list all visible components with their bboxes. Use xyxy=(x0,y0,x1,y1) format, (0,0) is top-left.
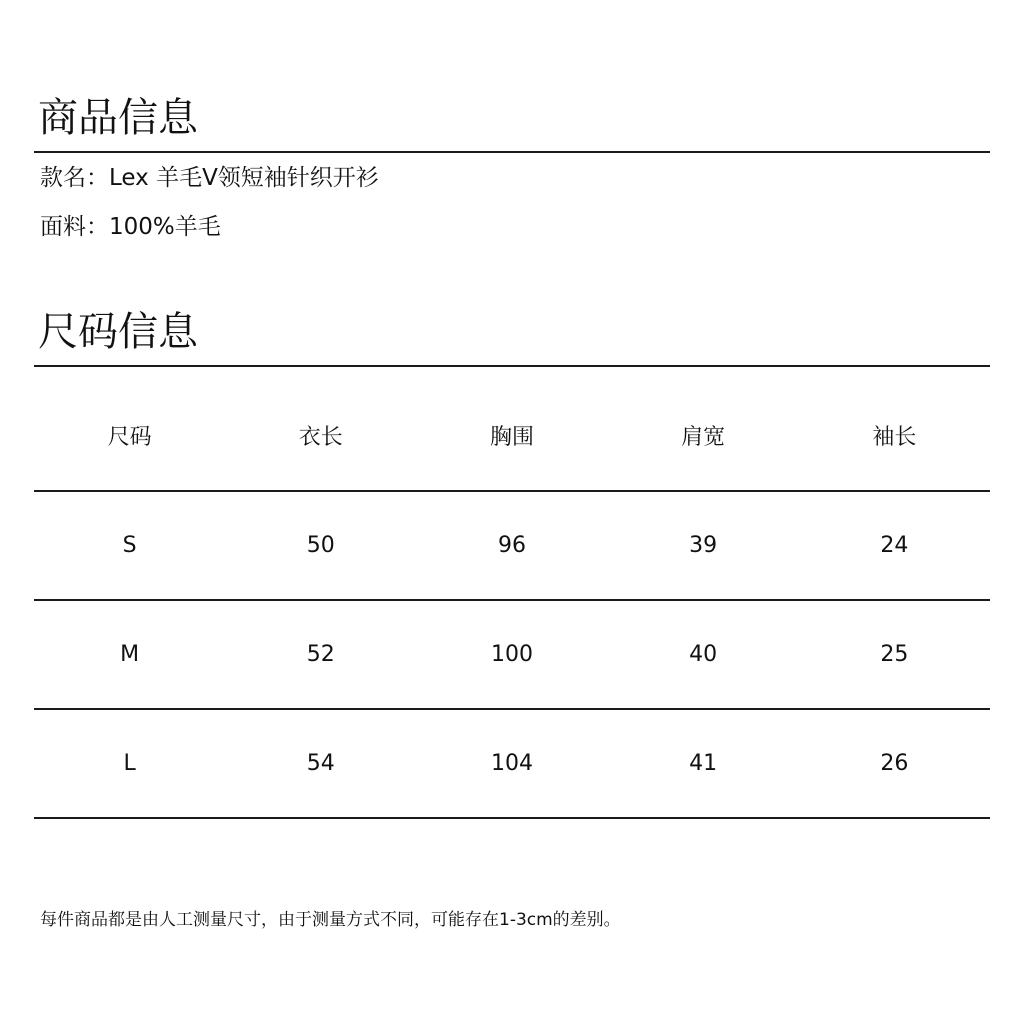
cell-chest: 104 xyxy=(490,751,533,776)
cell-chest: 100 xyxy=(490,642,533,667)
table-row xyxy=(34,710,990,819)
cell-size: S xyxy=(122,533,137,558)
table-header-row xyxy=(34,367,990,492)
header-sleeve: 袖长 xyxy=(872,425,917,450)
header-chest: 胸围 xyxy=(489,425,534,450)
cell-length: 54 xyxy=(306,751,335,776)
fabric-line: 面料：100%羊毛 xyxy=(40,214,221,240)
measurement-footnote: 每件商品都是由人工测量尺寸，由于测量方式不同，可能存在1-3cm的差别。 xyxy=(40,910,621,930)
table-row xyxy=(34,492,990,601)
size-info-title: 尺码信息 xyxy=(38,309,198,355)
cell-sleeve: 25 xyxy=(880,642,909,667)
header-length: 衣长 xyxy=(298,425,343,450)
cell-length: 50 xyxy=(306,533,335,558)
cell-shoulder: 39 xyxy=(689,533,718,558)
style-name-line: 款名：Lex 羊毛V领短袖针织开衫 xyxy=(40,165,379,191)
cell-shoulder: 40 xyxy=(689,642,718,667)
cell-size: L xyxy=(123,751,136,776)
cell-shoulder: 41 xyxy=(689,751,718,776)
cell-sleeve: 24 xyxy=(880,533,909,558)
table-row xyxy=(34,601,990,710)
size-table xyxy=(34,367,990,819)
product-info-title: 商品信息 xyxy=(38,95,198,141)
cell-chest: 96 xyxy=(497,533,526,558)
header-size: 尺码 xyxy=(107,425,152,450)
cell-size: M xyxy=(120,642,140,667)
product-info-divider xyxy=(34,151,990,153)
header-shoulder: 肩宽 xyxy=(681,425,726,450)
cell-length: 52 xyxy=(306,642,335,667)
cell-sleeve: 26 xyxy=(880,751,909,776)
